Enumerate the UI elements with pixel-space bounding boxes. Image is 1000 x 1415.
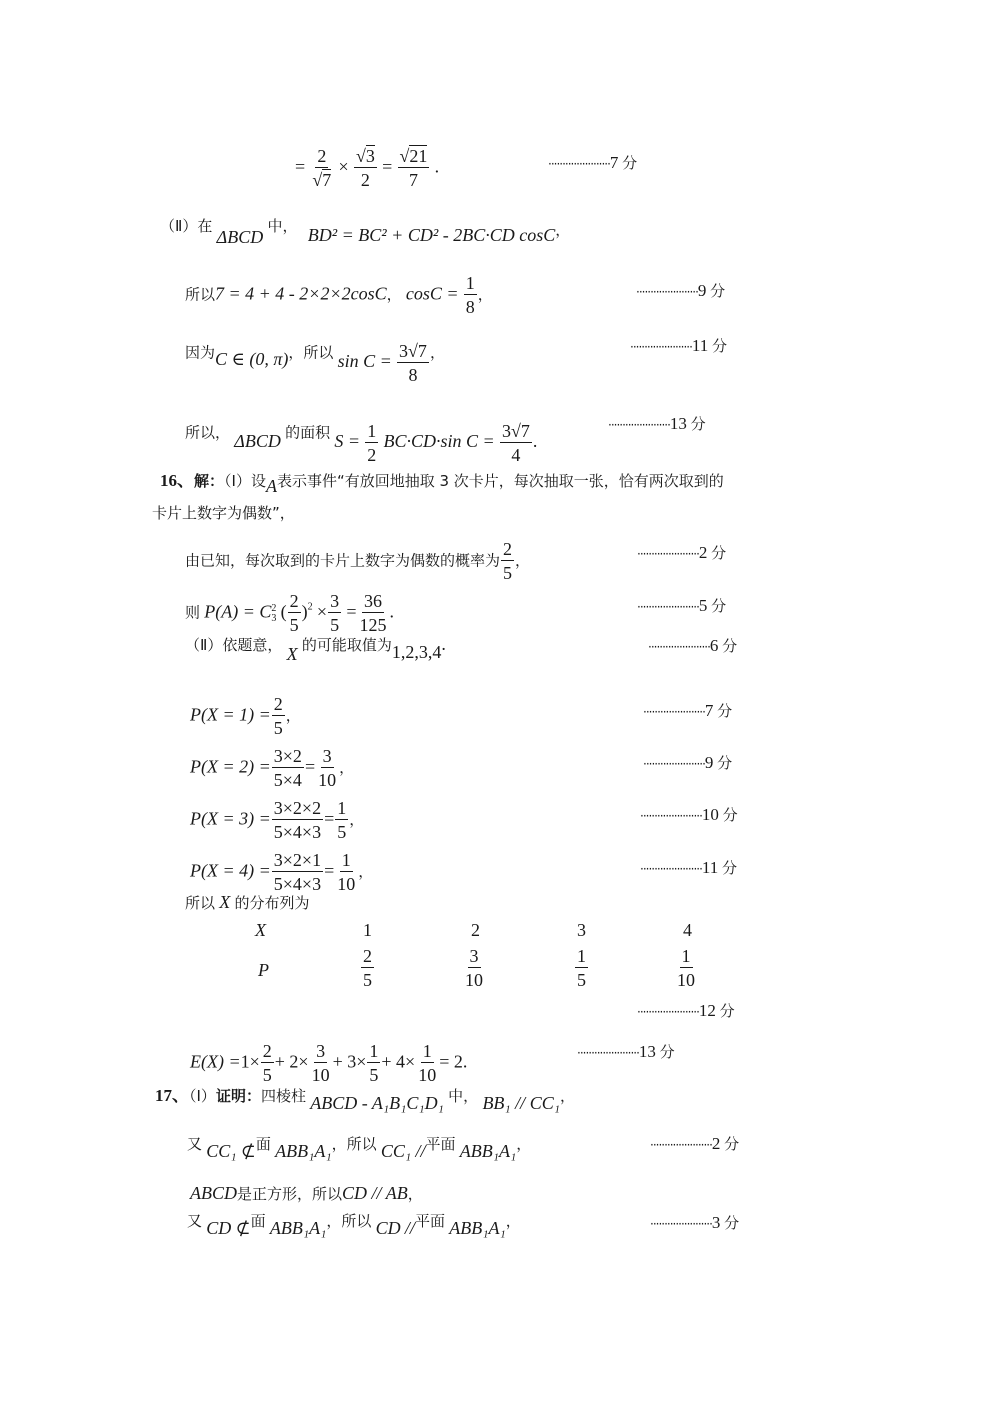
question-number: 17、 [155,1086,189,1105]
dot-leader: ······················ [637,547,699,561]
text: 平面 [425,1135,456,1153]
equals-sign: = [382,156,393,177]
fraction [357,590,388,637]
text: ，所以 [288,343,334,362]
fraction [500,420,532,467]
dot-leader: ······················ [640,809,702,823]
parallel-relation: BB₁ // CC₁ [482,1093,560,1113]
denominator: 10 [337,874,356,894]
fraction [272,849,323,896]
comma: ， [505,1212,521,1230]
score-marker-9 [636,280,725,301]
dot-leader: ······················ [636,285,698,299]
s15-area-line [185,410,538,465]
numerator: 1 [577,946,586,966]
score-unit: 分 [711,544,727,562]
score-marker-13b [577,1041,675,1062]
fraction [316,745,338,792]
score-points: 7 [609,153,619,172]
radicand: 7 [322,170,332,190]
comma: ， [386,285,402,304]
score-unit: 分 [710,282,726,300]
text: 中， [448,1087,479,1105]
expectation-lhs: E(X) = [190,1051,241,1072]
q16-px3-line: P(X = 3) = $\frac{3\times 2\times 2}{5\times 4\times 3}$ = $\frac{1}{5}$ ， [190,798,365,842]
score-unit: 分 [712,337,728,355]
score-unit: 分 [711,597,727,615]
text: 的可能取值为 [301,636,392,654]
comma: ， [515,551,531,570]
line-name: CC₁ [380,1141,412,1161]
line-name: CC₁ [206,1141,237,1161]
x-value: 3 [577,920,586,940]
comma: ， [555,221,571,239]
line-name: CD [206,1218,232,1238]
score-points: 7 [704,701,714,720]
c-sup: 2 [271,602,277,614]
x-value: 4 [683,920,692,940]
term: + 4× [381,1051,416,1072]
denominator: 5 [262,1065,272,1085]
denominator: 2 [360,170,370,190]
condition: C ∈ (0, π) [215,349,289,370]
numerator: 3 [322,746,332,766]
denominator: 5 [363,970,372,990]
dot-leader: ······················ [643,757,705,771]
line-name: CD [375,1218,401,1238]
comma: ， [516,1135,532,1153]
q16-header-line2 [152,503,295,523]
denominator: 5×4 [273,770,302,790]
parallel-relation: CD // AB [342,1183,408,1203]
denominator: 4 [511,445,521,465]
fraction [335,849,357,896]
prob-lhs: P(X = 3) = [190,808,271,829]
cos-lhs: cosC = [405,283,459,304]
c-sub: 3 [271,612,277,624]
score-points: 9 [697,281,707,300]
score-points: 12 [698,1001,716,1020]
numerator: 3×2×2 [273,798,322,818]
prob-lhs: P(X = 1) = [190,704,271,725]
score-unit: 分 [722,806,738,824]
times-sign: × [316,601,328,622]
text: 中， [267,217,298,235]
times-sign: × [338,156,349,177]
denominator: 5 [503,563,513,583]
p-value [360,945,375,992]
equals-sign: = [346,601,357,622]
numerator: 2 [363,946,372,966]
score-marker-6 [648,635,737,656]
shape-name: ABCD [190,1183,237,1203]
equals-sign: = [295,156,306,177]
part-label: （Ⅰ）设 [224,472,266,490]
score-unit: 分 [690,415,706,433]
q16-px1-line [190,693,301,740]
numerator: 2 [262,1041,272,1061]
score-unit: 分 [717,754,733,772]
s15-part2-line [160,215,571,247]
denominator: 5×4×3 [273,874,322,894]
score-points: 5 [698,596,708,615]
text: 的面积 [285,423,331,442]
q16-prob-line [185,538,530,585]
q17-header-line [155,1085,575,1113]
term: 1× [240,1051,260,1072]
text: 所以， [185,423,231,442]
score-marker-12 [637,1000,735,1021]
score-marker-13 [608,413,706,434]
text: 面 [255,1135,271,1153]
text: 卡片上数字为偶数”， [152,504,295,522]
dot-leader: ······················ [630,340,692,354]
text: 表示事件“有放回地抽取 3 次卡片，每次抽取一张，恰有两次取到的 [276,472,724,490]
area-lhs: S = [334,431,361,452]
dot-leader: ······················ [650,1217,712,1231]
text: 又 [187,1135,203,1153]
plane-name: ABB₁A₁ [275,1141,332,1161]
numerator: 1 [337,798,347,818]
s15-sin-line [185,330,445,385]
row-label-x: X [255,920,266,940]
text: 四棱柱 [260,1087,306,1105]
text: 因为 [185,343,216,362]
numerator: 2 [289,591,299,611]
dot-leader: ······················ [548,157,610,171]
score-marker-9b [643,752,732,773]
dot-leader: ······················ [577,1046,639,1060]
dot-leader: ······················ [637,600,699,614]
denominator: 2 [367,445,377,465]
part-label: （Ⅱ）在 [160,217,213,235]
score-unit: 分 [722,859,738,877]
numerator: √3 [355,146,375,166]
denominator: 7 [408,170,418,190]
period: . [462,1051,468,1072]
numerator: 2 [317,146,327,166]
denominator: 5 [337,822,347,842]
q16-part2-line [185,634,446,664]
text: ，所以 [326,1212,372,1230]
q17-line4 [187,1210,521,1238]
not-subset-sign: ⊄ [235,1218,251,1238]
s15-result-line [295,145,439,192]
random-variable: X [286,644,298,664]
score-unit: 分 [622,154,638,172]
comma: ， [358,862,374,881]
period: . [441,634,446,654]
dot-leader: ······················ [643,705,705,719]
product: BC·CD·sin C = [383,431,495,452]
denominator: 10 [677,970,695,990]
score-points: 11 [691,336,709,355]
sin-lhs: sin C = [337,351,392,372]
fraction [397,340,429,387]
numerator: 1 [367,421,377,441]
s15-cos-line [185,272,493,319]
denominator: 5 [577,970,586,990]
numerator: 3 [316,1041,326,1061]
denominator: 5 [330,615,340,635]
denominator: 10 [465,970,483,990]
numerator: 1 [465,273,475,293]
numerator: 3 [469,946,479,966]
period: . [532,431,538,452]
plane-name: ABB₁A₁ [269,1218,327,1238]
prob-lhs: P(X = 4) = [190,860,271,881]
triangle-name: ΔBCD [234,431,281,452]
denominator: 10 [318,770,337,790]
x-value: 1 [363,920,372,940]
fraction [288,590,301,637]
numerator: 3√7 [501,421,530,441]
part-label: （Ⅱ）依题意， [185,636,283,654]
fraction [272,693,285,740]
numerator: 3×2 [273,746,302,766]
denominator: 5 [289,615,299,635]
pa-lhs: P(A) = C [204,601,272,622]
numerator: 36 [363,591,382,611]
score-marker-7 [548,152,637,173]
parallel-sign: // [415,1141,426,1161]
fraction [261,1040,274,1087]
part-label: （Ⅰ） [189,1087,216,1105]
score-marker-11 [630,335,727,356]
fraction [464,272,477,319]
text: 平面 [414,1212,445,1230]
fraction [335,797,348,844]
dot-leader: ······················ [637,1005,699,1019]
comma: ， [285,706,301,725]
score-marker-2 [637,542,726,563]
score-points: 9 [704,753,714,772]
period: . [389,601,394,622]
numerator: 1 [681,946,691,966]
denominator: √7 [312,170,332,190]
law-of-cosines: BD² = BC² + CD² - 2BC·CD cosC [307,225,556,245]
score-marker-5 [637,595,726,616]
event-variable: A [265,476,277,496]
possible-values: 1,2,3,4 [391,642,442,662]
fraction [310,1040,332,1087]
plane-name: ABB₁A₁ [449,1218,506,1238]
fraction [272,797,323,844]
denominator: 125 [359,615,387,635]
text: 则 [185,603,201,622]
q16-header-line1 [160,470,724,496]
question-number: 16、 [160,471,194,490]
parallel-sign: // [404,1218,415,1238]
p-value [674,945,698,992]
exponent: 2 [307,601,313,613]
score-points: 10 [701,805,719,824]
fraction [365,420,378,467]
term: + 2× [274,1051,309,1072]
fraction [398,145,430,192]
score-points: 2 [711,1134,721,1153]
combination-indices [271,604,276,624]
fraction [354,145,377,192]
p-value [574,945,589,992]
q16-dist-intro [185,892,310,913]
numerator: 2 [503,539,513,559]
score-unit: 分 [724,1135,740,1153]
score-points: 11 [701,858,719,877]
score-points: 3 [711,1213,721,1232]
dot-leader: ······················ [650,1138,712,1152]
dot-leader: ······················ [640,862,702,876]
score-points: 13 [638,1042,656,1061]
numerator: 3√7 [399,341,427,361]
prism-name: ABCD - A₁B₁C₁D₁ [310,1093,444,1113]
proof-label: 证明： [215,1087,261,1105]
numerator: 3×2×1 [273,850,322,870]
q16-px2-line: P(X = 2) = $\frac{3\times 2}{5\times 4}$ = $\frac{3}{10}$ ， [190,746,355,790]
fraction [367,1040,380,1087]
comma: ， [339,758,355,777]
dot-leader: ······················ [608,418,670,432]
comma: ， [407,1185,423,1203]
score-points: 6 [709,636,719,655]
denominator: 5 [369,1065,379,1085]
prob-lhs: P(X = 2) = [190,756,271,777]
text: 又 [187,1212,203,1230]
text: 是正方形，所以 [237,1185,343,1203]
fraction [501,538,514,585]
denominator: 10 [311,1065,330,1085]
text: 面 [250,1212,266,1230]
denominator: 10 [418,1065,437,1085]
comma: ， [349,810,365,829]
text: ，所以 [331,1135,377,1153]
text: 所以 [185,894,216,912]
score-marker-2c [650,1133,739,1154]
p-value [462,945,486,992]
numerator: 1 [422,1041,432,1061]
radicand: 3 [365,146,375,166]
score-unit: 分 [722,637,738,655]
triangle-name: ΔBCD [216,227,264,247]
numerator: 2 [273,694,283,714]
denominator: 5 [273,718,283,738]
score-marker-10 [640,804,738,825]
score-unit: 分 [659,1043,675,1061]
radicand: 21 [409,146,428,166]
numerator: 3 [330,591,340,611]
term: + 3× [332,1051,367,1072]
numerator: √21 [399,146,428,166]
score-marker-11b [640,857,737,878]
score-points: 13 [669,414,687,433]
text: 所以 [185,285,216,304]
score-points: 2 [698,543,708,562]
fraction [310,145,333,192]
q17-line3 [190,1183,423,1204]
text: 由已知，每次取到的卡片上数字为偶数的概率为 [185,551,501,570]
dot-leader: ······················ [648,640,710,654]
fraction [272,745,304,792]
random-variable: X [219,892,231,912]
fraction [328,590,341,637]
not-subset-sign: ⊄ [240,1141,256,1161]
numerator: 1 [341,850,351,870]
q16-expectation-line [190,1040,467,1087]
q17-line2 [187,1133,532,1161]
period: . [434,156,440,177]
comma: ， [559,1087,575,1105]
denominator: 5×4×3 [273,822,322,842]
comma: ， [477,285,493,304]
fraction [416,1040,438,1087]
score-unit: 分 [717,702,733,720]
comma: ， [429,343,445,362]
text: 的分布列为 [234,894,310,912]
plane-name: ABB₁A₁ [459,1141,517,1161]
q16-px4-line: P(X = 4) = $\frac{3\times 2\times 1}{5\times 4\times 3}$ = $\frac{1}{10}$ ， [190,850,374,894]
score-marker-3c [650,1212,739,1233]
row-label-p: P [258,960,269,980]
denominator: 8 [408,365,418,385]
solution-label: 解： [194,472,225,490]
score-marker-7b [643,700,732,721]
score-unit: 分 [719,1002,735,1020]
result: = 2 [439,1051,463,1072]
numerator: 1 [369,1041,379,1061]
equation: 7 = 4 + 4 - 2×2×2cosC [215,283,387,304]
denominator: 8 [465,297,475,317]
q16-pa-line: 则 P(A) = C 2 3 ( $\frac{2}{5}$ )$^2$ × $\frac{3}{5}$ = $\frac{36}{125}$ . [185,591,394,635]
x-value: 2 [471,920,480,940]
score-unit: 分 [724,1214,740,1232]
